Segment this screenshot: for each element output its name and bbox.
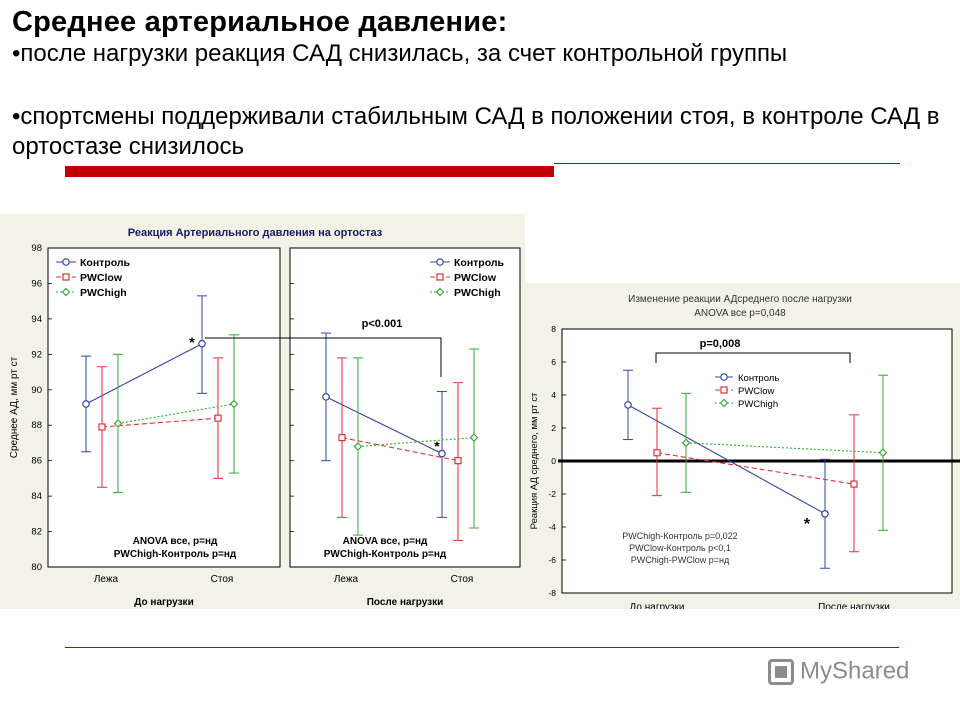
chart1-legend-marker (63, 259, 69, 265)
chart1-xtick-label: Стоя (450, 574, 474, 585)
chart2-ytick-label: -2 (548, 489, 556, 499)
chart1-point (455, 458, 461, 464)
chart1-xlabel: После нагрузки (366, 597, 444, 608)
bottom-divider (65, 647, 899, 648)
chart2-ytick-label: -4 (548, 522, 556, 532)
chart1-ytick-label: 92 (31, 349, 42, 361)
chart1-ytick-label: 96 (31, 278, 42, 290)
logo (768, 657, 909, 686)
chart1-legend-label: PWClow (80, 272, 122, 284)
chart1-xtick-label: Стоя (210, 574, 234, 585)
chart2-legend-marker (721, 387, 727, 393)
chart2-point (822, 511, 828, 517)
chart2-legend-label: PWClow (738, 386, 775, 397)
chart2-ytick-label: 6 (551, 357, 556, 367)
chart1-legend-marker (437, 259, 443, 265)
chart1-xtick-label: Лежа (93, 574, 119, 585)
chart1-annotation: ANOVA все, p=нд (342, 536, 428, 547)
chart2-point (851, 481, 857, 487)
chart2-ytick-label: -6 (548, 555, 556, 565)
divider-line (554, 163, 900, 164)
chart1-ytick-label: 90 (31, 384, 42, 396)
chart1-bracket-label: p<0.001 (361, 318, 403, 330)
chart-orthostasis (0, 214, 525, 609)
chart1-legend-label: PWChigh (454, 287, 501, 299)
chart1-title: Реакция Артериального давления на ортостаз (127, 227, 383, 239)
chart1-ytick-label: 94 (31, 313, 42, 325)
chart2-ytick-label: 2 (551, 423, 556, 433)
chart1-legend-marker (437, 274, 443, 280)
logo-text: MyShared (800, 657, 910, 685)
chart-panel-orthostasis (0, 214, 525, 609)
chart1-annotation: PWChigh-Контроль p=нд (113, 549, 237, 560)
chart2-legend-label: PWChigh (738, 399, 779, 410)
chart1-point (199, 341, 205, 347)
chart2-legend-label: Контроль (738, 373, 780, 384)
chart1-legend-label: PWChigh (80, 287, 127, 299)
chart1-point (323, 394, 329, 400)
chart2-legend-marker (721, 374, 727, 380)
chart1-legend-marker (63, 274, 69, 280)
chart1-ytick-label: 88 (31, 420, 42, 432)
chart1-legend-label: Контроль (454, 257, 504, 269)
chart1-point (99, 424, 105, 430)
chart2-xtick-label: До нагрузки (629, 602, 685, 609)
chart1-xlabel: До нагрузки (134, 597, 194, 608)
chart2-bracket-label: p=0,008 (699, 338, 741, 350)
chart1-point (83, 401, 89, 407)
chart1-xtick-label: Лежа (333, 574, 359, 585)
chart1-ytick-label: 86 (31, 455, 42, 467)
chart1-annotation: ANOVA все, p=нд (132, 536, 218, 547)
chart1-ytick-label: 84 (31, 491, 42, 503)
logo-icon (768, 659, 794, 685)
chart1-point (439, 450, 445, 456)
slide-title: Среднее артериальное давление: (12, 6, 508, 38)
chart2-star: * (803, 516, 811, 533)
chart2-title: Изменение реакции АДсреднего после нагрузки (628, 294, 852, 305)
chart2-annotation: PWChigh-PWClow p=нд (630, 555, 730, 565)
chart1-ytick-label: 80 (31, 562, 42, 573)
chart1-point (215, 415, 221, 421)
chart1-ylabel: Среднее АД, мм рт ст (9, 356, 20, 459)
accent-bar (65, 166, 554, 177)
chart1-ytick-label: 82 (31, 526, 42, 538)
chart1-legend-label: PWClow (454, 272, 496, 284)
chart2-ytick-label: 4 (551, 390, 556, 400)
bullet-2: •спортсмены поддерживали стабильным САД в положении стоя, в контроле САД в ортостазе снизилось (12, 103, 940, 160)
chart-panel-change (525, 283, 960, 609)
chart2-xtick-label: После нагрузки (818, 602, 890, 609)
chart1-annotation: PWChigh-Контроль p=нд (323, 549, 447, 560)
bullet-1: •после нагрузки реакция САД снизилась, за счет контрольной группы (12, 40, 788, 67)
chart1-legend-label: Контроль (80, 257, 130, 269)
chart-change (525, 283, 960, 609)
chart1-star: * (189, 334, 195, 350)
chart2-ytick-label: 0 (551, 456, 556, 466)
chart1-star: * (434, 438, 440, 454)
chart2-subtitle: ANOVA все p=0,048 (694, 308, 786, 319)
chart2-point (654, 450, 660, 456)
chart2-annotation: PWChigh-Контроль p=0,022 (622, 531, 738, 541)
chart2-ytick-label: -8 (548, 588, 556, 598)
chart1-ytick-label: 98 (31, 243, 42, 254)
chart2-ylabel: Реакция АД среднего, мм рт ст (529, 392, 540, 530)
chart2-point (625, 402, 631, 408)
chart1-point (339, 435, 345, 441)
chart2-annotation: PWClow-Контроль p<0,1 (629, 543, 731, 553)
chart2-ytick-label: 8 (551, 324, 556, 334)
